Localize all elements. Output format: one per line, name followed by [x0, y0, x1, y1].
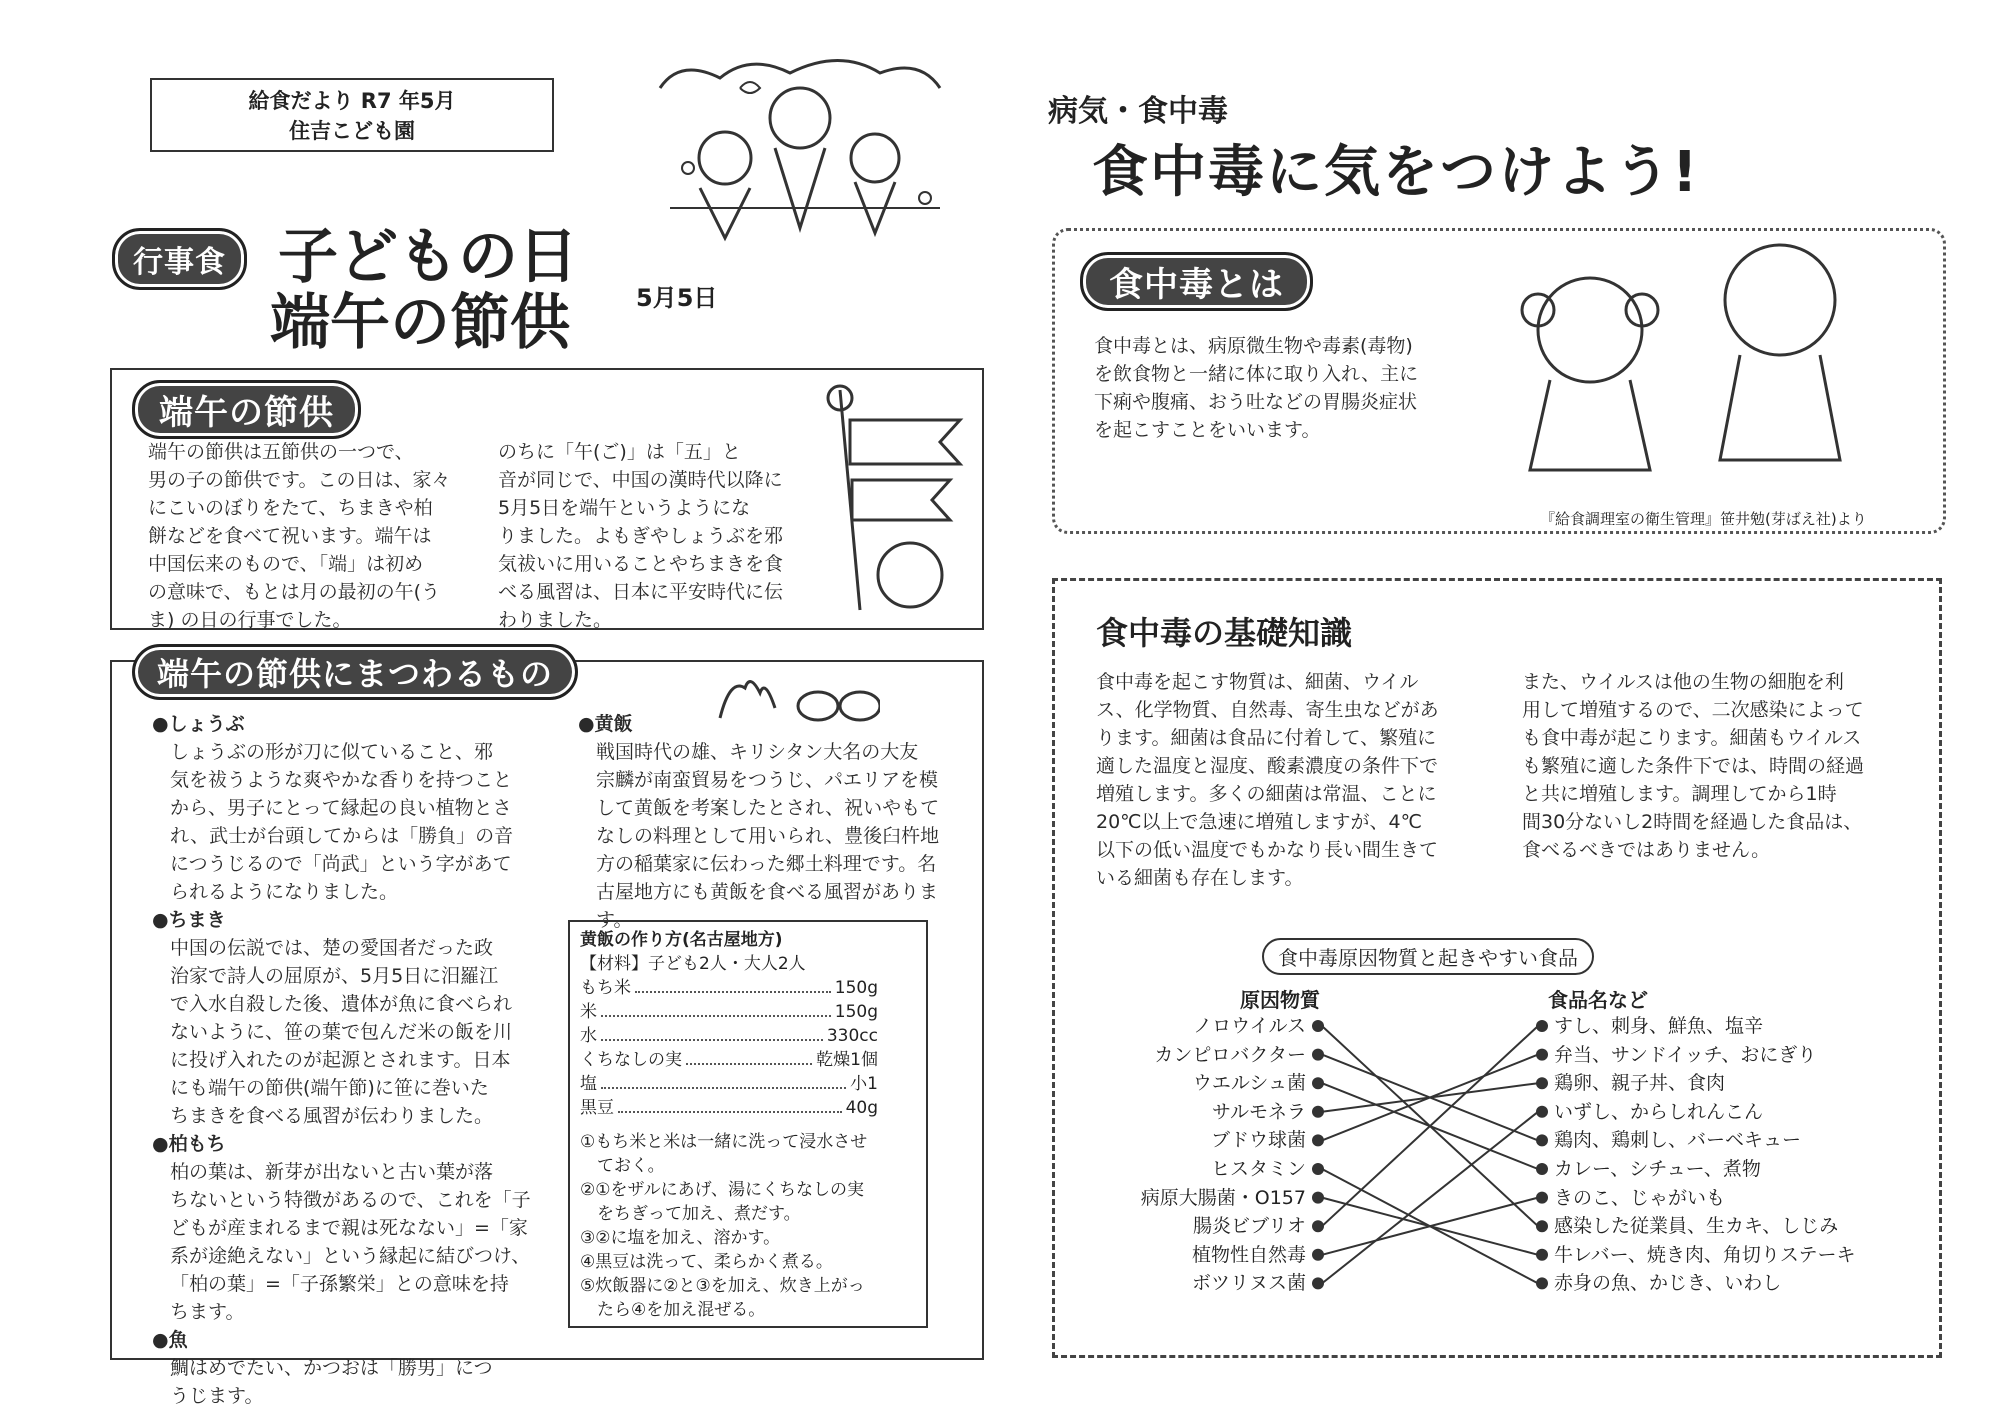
food-item: 弁当、サンドイッチ、おにぎり [1554, 1043, 1817, 1066]
food-list [1554, 1012, 1934, 1312]
ingredient-row [580, 1048, 878, 1072]
leader-dots [618, 1096, 842, 1113]
item-name: ●ちまき [152, 909, 226, 931]
item-name: ●魚 [152, 1329, 188, 1351]
cause-item: サルモネラ [1211, 1100, 1306, 1123]
link-line [1322, 1112, 1538, 1284]
tango-items-label: 端午の節供にまつわるもの [132, 644, 578, 700]
food-item: きのこ、じゃがいも [1554, 1186, 1726, 1209]
ingredient-amount: 40g [845, 1098, 878, 1118]
main-title-line2: 端午の節供 [270, 288, 570, 358]
recipe-step: ④黒豆は洗って、柔らかく煮る。 [580, 1252, 833, 1272]
sick-children-illustration [1510, 240, 1930, 500]
recipe-content [580, 928, 918, 1322]
ingredient-row [580, 1096, 878, 1120]
event-date: 5月5日 [636, 284, 718, 312]
ingredient-amount: 330cc [826, 1026, 878, 1046]
recipe-step: ⑤炊飯器に②と③を加え、炊き上がっ たら④を加え混ぜる。 [580, 1276, 865, 1320]
recipe-step: ①もち米と米は一緒に洗って浸水させ ておく。 [580, 1132, 868, 1176]
cause-list [1080, 1012, 1306, 1312]
main-title-line1: 子どもの日 [278, 222, 578, 292]
header-line2: 住吉こども園 [289, 119, 415, 143]
ingredient-amount: 150g [834, 1002, 878, 1022]
basics-text-col2: また、ウイルスは他の生物の細胞を利 用して増殖するので、二次感染によって も食中毒が起こります。細菌もウイルス も繁殖に適した条件下では、時間の経過 と共に増殖します。調理してから1時 間30分ないし2時間を経過した食品は、 食べるべきではありません。 [1522, 671, 1865, 861]
item-name: ●しょうぶ [152, 713, 245, 735]
recipe-step: ③②に塩を加え、溶かす。 [580, 1228, 781, 1248]
leader-dots [601, 1000, 831, 1017]
cause-item: ブドウ球菌 [1210, 1129, 1306, 1152]
item-text: しょうぶの形が刀に似ていること、邪 気を祓うような爽やかな香りを持つこと から、男子にとって縁起の良い植物とさ れ、武士が台頭してからは「勝負」の音 につうじるので「尚武」という字があて られるようになりました。 [170, 741, 514, 903]
cause-item: ノロウイルス [1193, 1015, 1306, 1037]
diagram-title: 食中毒原因物質と起きやすい食品 [1262, 938, 1594, 975]
item-text: 柏の葉は、新芽が出ないと古い葉が落 ちないという特徴があるので、これを「子 どもが産まれるまで親は死なない」=「家 系が途絶えない」という縁起に結びつけ、 「柏の葉」=「子孫繁栄」との意味を持 ちます。 [170, 1161, 531, 1323]
food-item: 感染した従業員、生カキ、しじみ [1554, 1215, 1839, 1238]
cause-item: カンピロバクター [1154, 1043, 1306, 1066]
about-text: 食中毒とは、病原微生物や毒素(毒物) を飲食物と一緒に体に取り入れ、主に 下痢や腹痛、おう吐などの胃腸炎症状 を起こすことをいいます。 [1094, 335, 1419, 441]
food-header: 食品名など [1548, 988, 1648, 1012]
tango-label: 端午の節供 [132, 380, 361, 439]
tango-text-col1: 端午の節供は五節供の一つで、 男の子の節供です。この日は、家々 にこいのぼりをたて、ちまきや柏 餅などを食べて祝います。端午は 中国伝来のもので、「端」は初め の意味で、もとは月の最初の午(う ま) の日の行事でした。 [148, 441, 451, 631]
ingredient-row [580, 1024, 878, 1048]
ingredient-name: もち米 [580, 978, 631, 998]
ingredients-list [580, 976, 918, 1120]
leader-dots [635, 976, 831, 993]
about-credit: 『給食調理室の衛生管理』笹井勉(芽ばえ社)より [1540, 510, 1867, 528]
recipe-steps [580, 1130, 918, 1322]
leader-dots [686, 1048, 812, 1065]
food-item: すし、刺身、鮮魚、塩辛 [1554, 1015, 1764, 1037]
food-item: 牛レバー、焼き肉、角切りステーキ [1554, 1243, 1856, 1266]
cause-item: ヒスタミン [1210, 1158, 1306, 1180]
cause-food-links [1310, 1012, 1550, 1312]
leader-dots [601, 1072, 846, 1089]
vegetable-illustration [700, 668, 880, 728]
cause-header: 原因物質 [1240, 988, 1320, 1012]
item-text: 鯛はめでたい、かつおは「勝男」につ うじます。 [170, 1357, 493, 1407]
food-item: カレー、シチュー、煮物 [1554, 1158, 1761, 1180]
cause-item: ウエルシュ菌 [1192, 1072, 1306, 1095]
ingredient-amount: 小1 [850, 1074, 878, 1094]
item-text: 中国の伝説では、楚の愛国者だった政 治家で詩人の屈原が、5月5日に汨羅江 で入水自殺した後、遺体が魚に食べられ ないように、笹の葉で包んだ米の飯を川 に投げ入れたのが起源とされます。日本 にも端午の節供(端午節)に笹に巻いた ちまきを食べる風習が伝わりました。 [170, 937, 513, 1127]
recipe-step: ②①をザルにあげ、湯にくちなしの実 をちぎって加え、煮だす。 [580, 1180, 864, 1224]
headline: 食中毒に気をつけよう! [1092, 140, 1700, 205]
kihan-text: 戦国時代の雄、キリシタン大名の大友 宗麟が南蛮貿易をつうじ、パエリアを模 して黄飯を考案したとされ、祝いやもて なしの料理として用いられ、豊後臼杵地 方の稲葉家に伝わった郷土料理です。名 古屋地方にも黄飯を食べる風習がありま す。 [596, 741, 940, 931]
item-name: ●柏もち [152, 1133, 226, 1155]
ingredient-amount: 150g [834, 978, 878, 998]
ingredient-name: くちなしの実 [580, 1050, 682, 1070]
category-title: 病気・食中毒 [1048, 94, 1228, 129]
ingredient-row [580, 1072, 878, 1096]
recipe-ingredients-label: 【材料】子ども2人・大人2人 [580, 954, 806, 974]
ingredient-amount: 乾燥1個 [816, 1050, 878, 1070]
ingredient-name: 米 [580, 1002, 597, 1022]
ingredient-row [580, 976, 878, 1000]
cause-item: 植物性自然毒 [1191, 1243, 1306, 1266]
food-item: 鶏肉、鶏刺し、バーベキュー [1554, 1129, 1802, 1152]
basics-text-col1: 食中毒を起こす物質は、細菌、ウイル ス、化学物質、自然毒、寄生虫などがあ ります。細菌は食品に付着して、繁殖に 適した温度と湿度、酸素濃度の条件下で 増殖します。多くの細菌は常温、ことに 20℃以上で急速に増殖しますが、4℃ 以下の低い温度でもかなり長い間生きて いる細菌も存在します。 [1096, 671, 1439, 889]
recipe-title: 黄飯の作り方(名古屋地方) [580, 930, 783, 950]
children-illustration [640, 48, 960, 248]
newsletter-header-box [150, 78, 554, 152]
cause-item: ボツリヌス菌 [1191, 1272, 1306, 1295]
about-label: 食中毒とは [1080, 252, 1313, 311]
food-item: いずし、からしれんこん [1554, 1100, 1764, 1123]
koinobori-illustration [820, 380, 970, 620]
tango-text-col2: のちに「午(ご)」は「五」と 音が同じで、中国の漢時代以降に 5月5日を端午というようにな りました。よもぎやしょうぶを邪 気祓いに用いることやちまきを食 べる風習は、日本に平安時代に伝 わりました。 [498, 441, 784, 631]
event-food-tag: 行事食 [112, 228, 247, 290]
ingredient-name: 塩 [580, 1074, 597, 1094]
ingredient-name: 黒豆 [580, 1098, 614, 1118]
leader-dots [601, 1024, 823, 1041]
header-line1: 給食だより R7 年5月 [248, 89, 456, 113]
food-item: 赤身の魚、かじき、いわし [1554, 1272, 1782, 1295]
items-column-left [152, 710, 532, 1410]
kihan-block [578, 710, 958, 934]
basics-title: 食中毒の基礎知識 [1096, 614, 1353, 652]
cause-item: 病原大腸菌・O157 [1140, 1186, 1306, 1209]
ingredient-name: 水 [580, 1026, 597, 1046]
cause-item: 腸炎ビブリオ [1192, 1215, 1306, 1238]
food-item: 鶏卵、親子丼、食肉 [1554, 1072, 1726, 1095]
ingredient-row [580, 1000, 878, 1024]
kihan-name: ●黄飯 [578, 713, 633, 735]
